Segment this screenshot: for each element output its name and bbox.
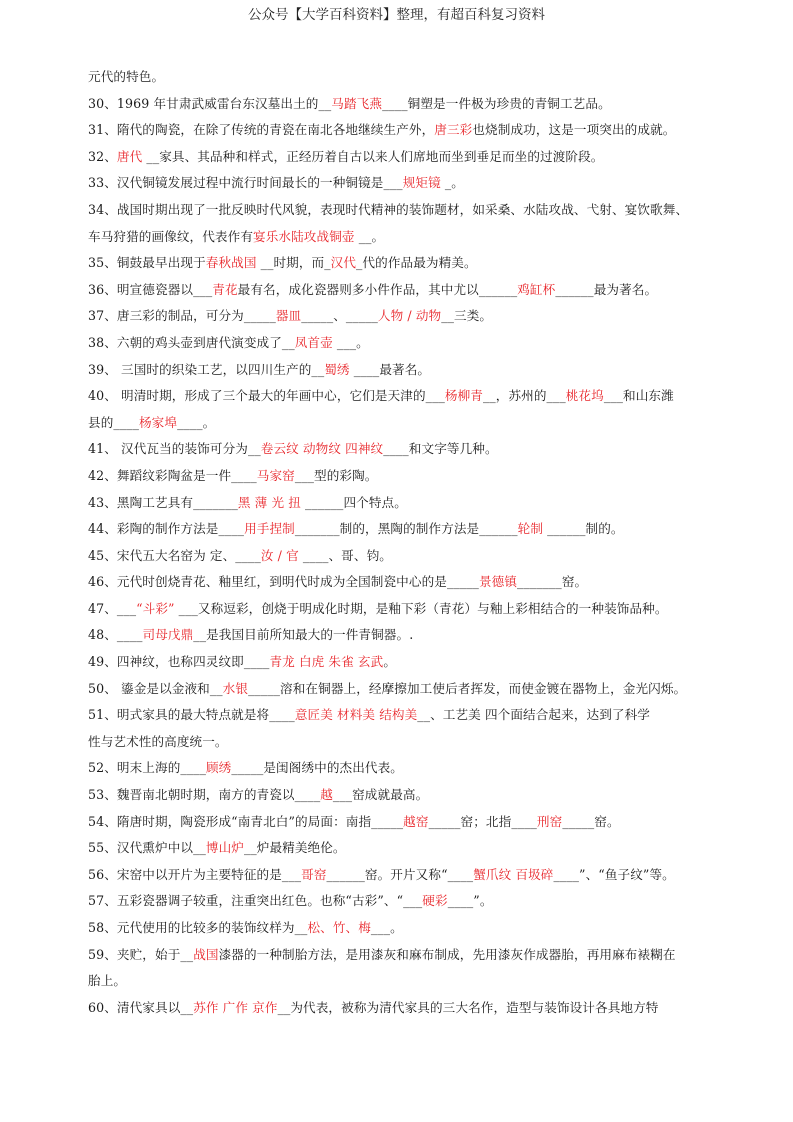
question-text: __三类。 — [441, 308, 493, 324]
answer-text: 马家窑 — [256, 467, 295, 483]
answer-text: 博山炉 — [205, 840, 244, 856]
text-line — [88, 357, 748, 384]
answer-text: 越窑 — [403, 813, 429, 829]
text-line — [88, 144, 748, 171]
text-line — [88, 277, 748, 304]
question-text: 35、铜鼓最早出现于 — [88, 255, 206, 271]
question-text: ______制的。 — [543, 521, 624, 537]
answer-text: 水银 — [222, 680, 249, 696]
question-text: 53、魏晋南北朝时期，南方的青瓷以____ — [88, 787, 321, 803]
question-text: 胎上。 — [88, 973, 127, 989]
question-text: ___又称逗彩，创烧于明成化时期，是釉下彩（青花）与釉上彩相结合的一种装饰品种。 — [174, 600, 668, 616]
question-text: ______最为著名。 — [555, 281, 658, 297]
answer-text: 人物 / 动物 — [377, 308, 442, 324]
question-text: 最有名，成化瓷器则多小件作品，其中尤以______ — [237, 281, 518, 297]
answer-text: 规矩镜 — [402, 175, 441, 191]
question-text: 县的____ — [88, 414, 139, 430]
answer-text: 司母戊鼎 — [142, 627, 194, 643]
question-text: ___型的彩陶。 — [294, 467, 378, 483]
question-text: _______制的，黑陶的制作方法是______ — [294, 521, 518, 537]
text-line — [88, 410, 748, 437]
answer-text: 黑 薄 光 扭 — [237, 494, 301, 510]
question-text: 元代的特色。 — [88, 69, 165, 84]
answer-text: 马踏飞燕 — [331, 95, 383, 111]
answer-text: 凤首壶 — [294, 334, 333, 350]
answer-text: 景德镇 — [478, 574, 518, 590]
answer-text: 器皿 — [275, 308, 302, 324]
text-line — [88, 436, 748, 463]
question-text: 54、隋唐时期，陶瓷形成“南青北白”的局面：南指_____ — [88, 813, 404, 829]
question-text: _____是闺阁绣中的杰出代表。 — [231, 760, 403, 776]
answer-text: 越 — [320, 787, 333, 803]
question-text: __是我国目前所知最大的一件青铜器。. — [193, 627, 414, 643]
question-text: 也烧制成功，这是一项突出的成就。 — [472, 122, 676, 138]
question-text: 42、舞蹈纹彩陶盆是一件____ — [88, 467, 257, 483]
answer-text: 战国 — [193, 946, 219, 962]
text-line — [88, 702, 748, 729]
question-text: __炉最精美绝伦。 — [243, 840, 346, 856]
text-line — [88, 91, 748, 118]
question-text: 36、明宣德瓷器以___ — [88, 281, 213, 297]
question-text: ____、哥、钧。 — [298, 547, 392, 563]
question-text: 38、六朝的鸡头壶到唐代演变成了__ — [88, 334, 295, 350]
text-line — [88, 995, 748, 1022]
text-line — [88, 729, 748, 756]
answer-text: 哥窑 — [301, 866, 327, 882]
question-text: ____最著名。 — [349, 361, 431, 377]
question-text: 59、夹贮，始于__ — [88, 946, 194, 962]
answer-text: 唐代 — [116, 148, 143, 164]
answer-text: 硬彩 — [422, 893, 448, 909]
text-line — [88, 224, 748, 251]
question-text: 漆器的一种制胎方法，是用漆灰和麻布制成，先用漆灰作成器胎，再用麻布裱糊在 — [218, 946, 676, 962]
text-line — [88, 862, 748, 889]
text-line — [88, 543, 748, 570]
question-text: 30、1969 年甘肃武威雷台东汉墓出土的__ — [88, 95, 332, 111]
question-text: 60、清代家具以__ — [88, 999, 194, 1015]
question-text: ____”。 — [447, 893, 493, 909]
text-line — [88, 888, 748, 915]
answer-text: 春秋战国 — [205, 255, 257, 271]
text-line — [88, 942, 748, 969]
question-text: _代的作品最为精美。 — [356, 255, 477, 271]
question-text: ____铜塑是一件极为珍贵的青铜工艺品。 — [382, 95, 611, 111]
answer-text: 杨家埠 — [138, 414, 178, 430]
text-line — [88, 383, 748, 410]
question-text: ______四个特点。 — [300, 494, 407, 510]
answer-text: 用手捏制 — [244, 521, 295, 537]
question-text: 52、明末上海的____ — [88, 760, 206, 776]
question-text: 51、明式家具的最大特点就是将____ — [88, 707, 295, 723]
question-text: ______窑。开片又称“____ — [326, 866, 474, 882]
text-line — [88, 250, 748, 277]
answer-text: 顾绣 — [205, 760, 232, 776]
question-text: __，苏州的___ — [482, 388, 566, 404]
answer-text: 唐三彩 — [434, 122, 473, 138]
text-line — [88, 170, 748, 197]
question-text: 。 — [383, 654, 397, 670]
answer-text: 卷云纹 动物纹 四神纹 — [260, 441, 384, 457]
text-line — [88, 809, 748, 836]
text-line — [88, 569, 748, 596]
question-text: 34、战国时期出现了一批反映时代风貌，表现时代精神的装饰题材，如采桑、水陆攻战、弋射、宴饮歌舞、 — [88, 201, 689, 217]
answer-text: 桃花坞 — [565, 388, 604, 404]
answer-text: “斗彩” — [136, 600, 175, 616]
answer-text: 青花 — [212, 281, 238, 297]
question-text: 48、____ — [88, 627, 143, 643]
text-line — [88, 64, 748, 91]
answer-text: 青龙 白虎 朱雀 玄武 — [269, 654, 384, 670]
text-line — [88, 915, 748, 942]
answer-text: 刑窑 — [536, 813, 563, 829]
question-text: __时期，而_ — [256, 255, 331, 271]
question-text: _____、_____ — [301, 308, 378, 324]
text-line — [88, 490, 748, 517]
question-text: ____和文字等几种。 — [383, 441, 498, 457]
text-line — [88, 463, 748, 490]
question-text: 45、宋代五大名窑为 定、____ — [88, 547, 261, 563]
answer-text: 汝 / 官 — [260, 547, 299, 563]
text-line — [88, 596, 748, 623]
answer-text: 松、竹、梅 — [307, 920, 371, 935]
question-text: 33、汉代铜镜发展过程中流行时间最长的一种铜镜是___ — [88, 175, 403, 191]
question-text: _。 — [440, 175, 464, 191]
answer-text: 宴乐水陆攻战铜壶 — [253, 228, 355, 244]
question-text: 44、彩陶的制作方法是____ — [88, 521, 245, 537]
question-text: 57、五彩瓷器调子较重，注重突出红色。也称“古彩”、“___ — [88, 893, 423, 909]
question-text: __为代表，被称为清代家具的三大名作，造型与装饰设计各具地方特 — [277, 999, 659, 1015]
page-header: 公众号【大学百科资料】整理，有超百科复习资料 — [248, 7, 545, 23]
question-text: 41、 汉代瓦当的装饰可分为__ — [88, 441, 261, 457]
answer-text: 意匠美 材料美 结构美 — [294, 707, 418, 723]
text-line — [88, 676, 748, 703]
question-text: ___。 — [332, 334, 369, 350]
question-text: 31、隋代的陶瓷，在除了传统的青瓷在南北各地继续生产外， — [88, 122, 435, 138]
text-line — [88, 117, 748, 144]
question-text: 39、 三国时的织染工艺，以四川生产的__ — [88, 361, 325, 377]
question-text: 47、___ — [88, 600, 137, 616]
answer-text: 轮制 — [517, 521, 544, 537]
answer-text: 鸡缸杯 — [517, 281, 556, 297]
question-text: 37、唐三彩的制品，可分为_____ — [88, 308, 276, 324]
answer-text: 苏作 广作 京作 — [193, 999, 278, 1015]
text-line — [88, 835, 748, 862]
answer-text: 蜀绣 — [324, 361, 350, 377]
text-line — [88, 782, 748, 809]
question-text: 40、 明清时期，形成了三个最大的年画中心，它们是天津的___ — [88, 388, 445, 404]
text-line — [88, 649, 748, 676]
text-line — [88, 622, 748, 649]
question-text: _____窑；北指____ — [428, 813, 537, 829]
question-text: __、工艺美 四个面结合起来，达到了科学 — [417, 707, 650, 723]
question-text: 车马狩猎的画像纹，代表作有 — [88, 228, 254, 244]
text-line — [88, 516, 748, 543]
question-text: 46、元代时创烧青花、釉里红，到明代时成为全国制瓷中心的是_____ — [88, 574, 479, 590]
question-text: ___窑成就最高。 — [332, 787, 429, 803]
question-text: __家具、其品种和样式，正经历着自古以来人们席地而坐到垂足而坐的过渡阶段。 — [142, 148, 604, 164]
text-line — [88, 968, 748, 995]
question-text: _______窑。 — [517, 574, 588, 590]
question-text: ____”、“鱼子纹”等。 — [553, 866, 675, 882]
question-text: 50、 鎏金是以金液和__ — [88, 680, 223, 696]
document-body — [88, 64, 748, 1021]
answer-text: 汉代 — [330, 255, 357, 271]
question-text: ___和山东潍 — [603, 388, 674, 404]
question-text: 32、 — [88, 148, 117, 164]
question-text: _____窑。 — [562, 813, 620, 829]
question-text: ___。 — [370, 920, 403, 935]
text-line — [88, 303, 748, 330]
question-text: 55、汉代熏炉中以__ — [88, 840, 206, 856]
answer-text: 蟹爪纹 百圾碎 — [473, 866, 554, 882]
answer-text: 杨柳青 — [444, 388, 483, 404]
text-line — [88, 755, 748, 782]
text-line — [88, 197, 748, 224]
question-text: 49、四神纹，也称四灵纹即____ — [88, 654, 270, 670]
text-line — [88, 330, 748, 357]
question-text: 58、元代使用的比较多的装饰纹样为__ — [88, 920, 308, 935]
question-text: ____。 — [177, 414, 216, 430]
question-text: _____溶和在铜器上，经摩擦加工使后者挥发，而使金镀在器物上，金光闪烁。 — [248, 680, 687, 696]
question-text: 性与艺术性的高度统一。 — [88, 733, 228, 749]
question-text: 43、黑陶工艺具有_______ — [88, 494, 238, 510]
question-text: 56、宋窑中以开片为主要特征的是___ — [88, 866, 302, 882]
question-text: __。 — [354, 228, 385, 244]
